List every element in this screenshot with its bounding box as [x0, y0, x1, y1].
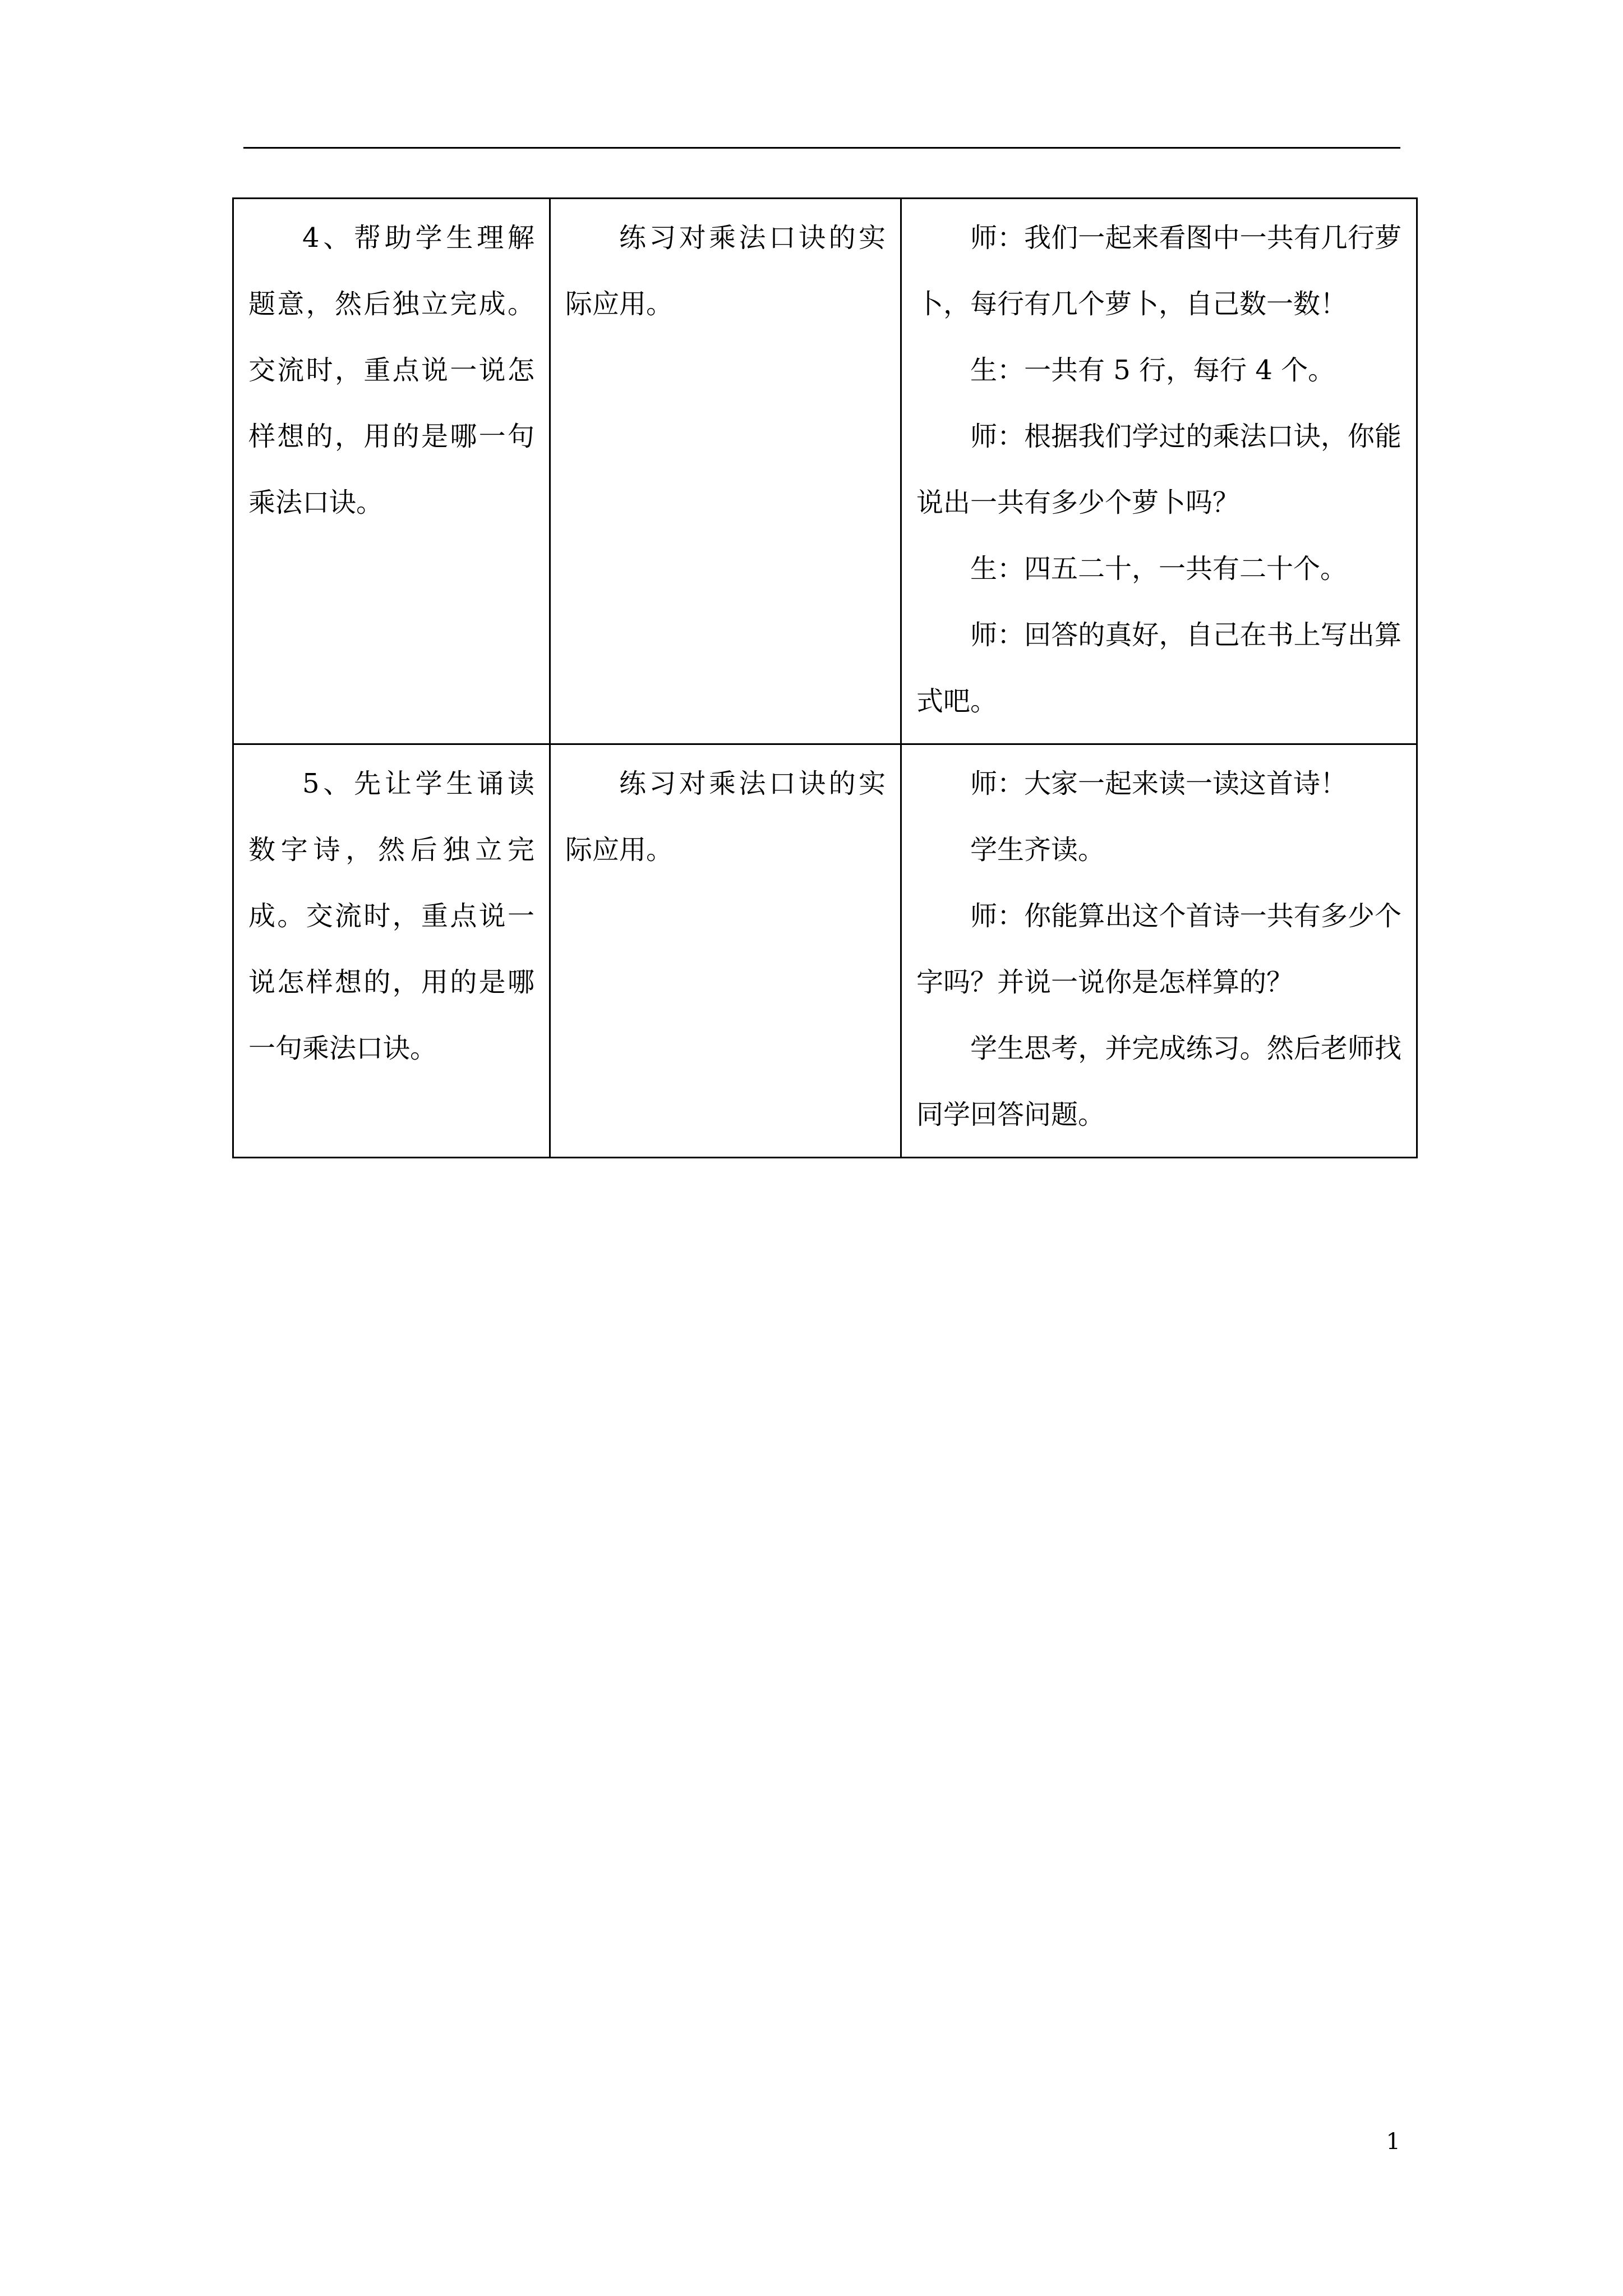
dialogue-line: 学生思考，并完成练习。然后老师找同学回答问题。: [916, 1033, 1401, 1130]
purpose-cell: [550, 744, 901, 1158]
dialogue-cell: [901, 744, 1417, 1158]
dialogue-cell: [901, 199, 1417, 744]
dialogue-line: 学生齐读。: [970, 834, 1105, 866]
header-rule: [243, 147, 1400, 149]
table-row: [233, 199, 1417, 744]
dialogue-line: 师：大家一起来读一读这首诗！: [970, 768, 1348, 799]
activity-text: 4、帮助学生理解题意，然后独立完成。交流时，重点说一说怎样想的，用的是哪一句乘法口诀。: [248, 222, 534, 518]
purpose-cell: [550, 199, 901, 744]
dialogue-line: 师：我们一起来看图中一共有几行萝卜，每行有几个萝卜，自己数一数！: [916, 222, 1401, 320]
dialogue-line: 师：根据我们学过的乘法口诀，你能说出一共有多少个萝卜吗？: [916, 421, 1401, 518]
activity-cell: [233, 199, 550, 744]
activity-text: 5、先让学生诵读数字诗，然后独立完成。交流时，重点说一说怎样想的，用的是哪一句乘法口诀。: [248, 768, 534, 1064]
purpose-text: 练习对乘法口诀的实际应用。: [565, 768, 886, 866]
dialogue-line: 生：一共有 5 行，每行 4 个。: [970, 355, 1335, 386]
dialogue-line: 师：回答的真好，自己在书上写出算式吧。: [916, 619, 1401, 717]
purpose-text: 练习对乘法口诀的实际应用。: [565, 222, 886, 320]
dialogue-line: 师：你能算出这个首诗一共有多少个字吗？并说一说你是怎样算的？: [916, 900, 1401, 998]
table-row: [233, 744, 1417, 1158]
page-number: 1: [1386, 2129, 1400, 2155]
activity-cell: [233, 744, 550, 1158]
dialogue-line: 生：四五二十，一共有二十个。: [970, 553, 1348, 585]
lesson-plan-table: [232, 197, 1418, 1158]
